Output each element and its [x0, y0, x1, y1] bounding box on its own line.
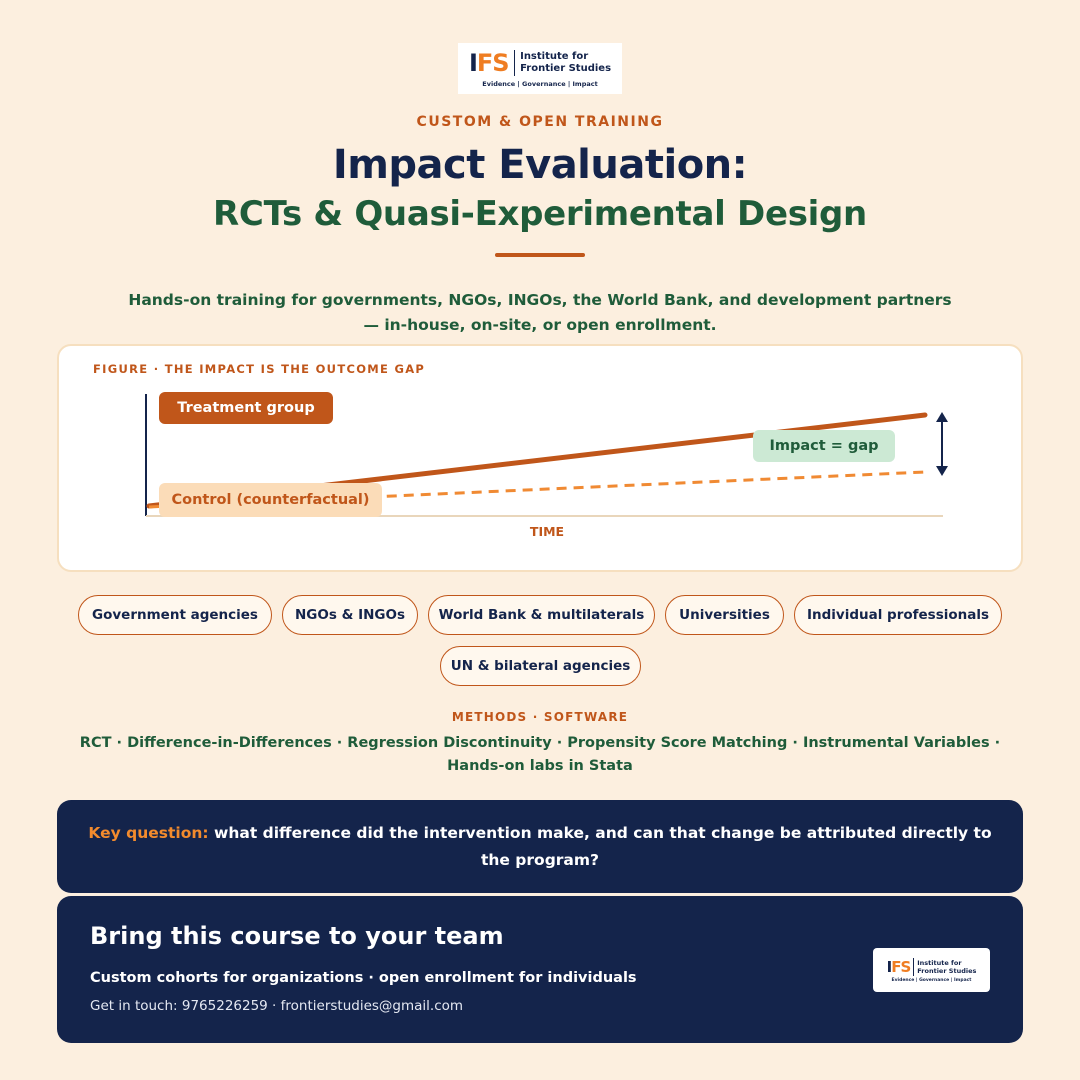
cta-title: Bring this course to your team [90, 922, 504, 950]
ifs-logo [458, 43, 622, 94]
cta-logo-name-line2: Frontier Studies [917, 966, 977, 975]
arrow-up-icon [936, 412, 948, 422]
cta-logo-name [917, 959, 976, 975]
cta-subtitle: Custom cohorts for organizations · open enrollment for individuals [90, 970, 637, 986]
page-title: Impact Evaluation: [332, 142, 748, 188]
cta-logo-name-line1: Institute for [917, 958, 962, 967]
cta-contact: Get in touch: 9765226259 · frontierstudies@gmail.com [90, 998, 464, 1014]
cta-logo-letter-i: I [886, 957, 892, 976]
treatment-label: Treatment group [159, 392, 333, 424]
title-divider [495, 253, 585, 257]
impact-label: Impact = gap [753, 430, 895, 462]
eyebrow: CUSTOM & OPEN TRAINING [416, 114, 664, 130]
audience-pill-individuals: Individual professionals [794, 595, 1002, 635]
intro-text [110, 288, 970, 338]
logo-letter-s: S [492, 49, 509, 77]
audience-pill-world-bank: World Bank & multilaterals [428, 595, 655, 635]
arrow-down-icon [936, 466, 948, 476]
logo-name-line1: Institute for [520, 51, 589, 62]
logo-tagline: Evidence | Governance | Impact [482, 80, 598, 88]
audience-pill-ngos: NGOs & INGOs [282, 595, 418, 635]
methods-label: METHODS · SOFTWARE [451, 710, 629, 724]
logo-name-line2: Frontier Studies [520, 63, 612, 74]
cta-logo-divider [913, 958, 914, 976]
logo-letter-i: I [468, 49, 477, 77]
cta-logo-mark [887, 958, 911, 976]
cta-logo-tagline: Evidence | Governance | Impact [891, 977, 972, 983]
cta-logo-letter-f: F [891, 957, 901, 976]
audience-pill-government: Government agencies [78, 595, 272, 635]
logo-row [469, 49, 611, 77]
x-axis-label: TIME [529, 524, 565, 539]
methods-list: RCT · Difference-in-Differences · Regression Discontinuity · Propensity Score Matching · Instrumental Variables · Hands-on labs in Stata [79, 735, 1001, 774]
key-question-highlight: Key question: [88, 823, 209, 842]
cta-logo-letter-s: S [900, 957, 911, 976]
figure-label: FIGURE · THE IMPACT IS THE OUTCOME GAP [93, 362, 426, 376]
logo-name [520, 51, 611, 75]
logo-letter-f: F [476, 49, 493, 77]
key-question-text [87, 820, 993, 874]
control-label: Control (counterfactual) [159, 483, 382, 517]
intro-line1: Hands-on training for governments, NGOs, INGOs, the World Bank, and development partners [128, 291, 952, 309]
cta-logo-row [887, 958, 977, 976]
key-question-body: what difference did the intervention make, and can that change be attributed directly to the program? [208, 823, 992, 869]
audience-pill-universities: Universities [665, 595, 784, 635]
key-question-card [57, 800, 1023, 893]
page-subtitle-title: RCTs & Quasi-Experimental Design [213, 194, 867, 234]
cta-card [57, 896, 1023, 1043]
logo-divider [514, 50, 516, 76]
figure-card [57, 344, 1023, 572]
intro-line2: — in-house, on-site, or open enrollment. [363, 316, 717, 334]
logo-mark [469, 49, 509, 77]
cta-logo [873, 948, 990, 992]
audience-pill-un: UN & bilateral agencies [440, 646, 641, 686]
